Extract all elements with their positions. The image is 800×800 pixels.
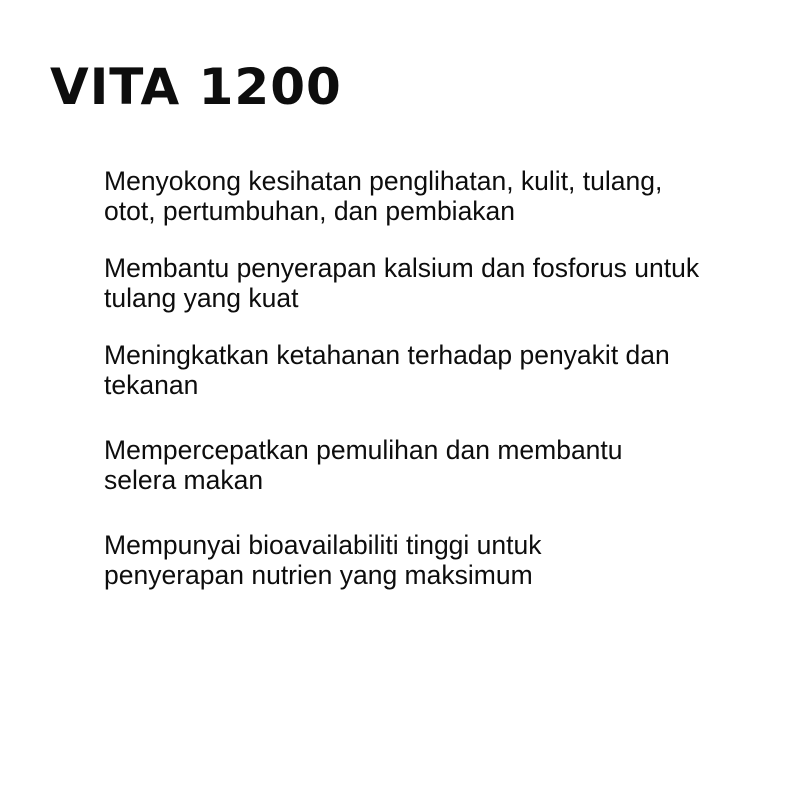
benefit-item [104, 253, 764, 313]
benefit-text-line: selera makan [104, 465, 264, 495]
benefit-item [104, 530, 764, 590]
benefit-text-line: penyerapan nutrien yang maksimum [104, 560, 533, 590]
benefit-list [104, 166, 764, 590]
benefit-text-line: tekanan [104, 370, 199, 400]
benefit-item [104, 435, 764, 495]
benefit-text-line: Mempercepatkan pemulihan dan membantu [104, 435, 623, 465]
benefit-text-line: Meningkatkan ketahanan terhadap penyakit dan [104, 340, 670, 370]
benefit-item [104, 340, 764, 400]
benefit-text-line: tulang yang kuat [104, 283, 299, 313]
benefit-text-line: Membantu penyerapan kalsium dan fosforus untuk [104, 253, 700, 283]
benefit-item [104, 166, 764, 226]
benefit-text-line: Menyokong kesihatan penglihatan, kulit, tulang, [104, 166, 663, 196]
page-title: VITA 1200 [50, 58, 342, 116]
benefit-text-line: otot, pertumbuhan, dan pembiakan [104, 196, 516, 226]
benefit-text-line: Mempunyai bioavailabiliti tinggi untuk [104, 530, 542, 560]
